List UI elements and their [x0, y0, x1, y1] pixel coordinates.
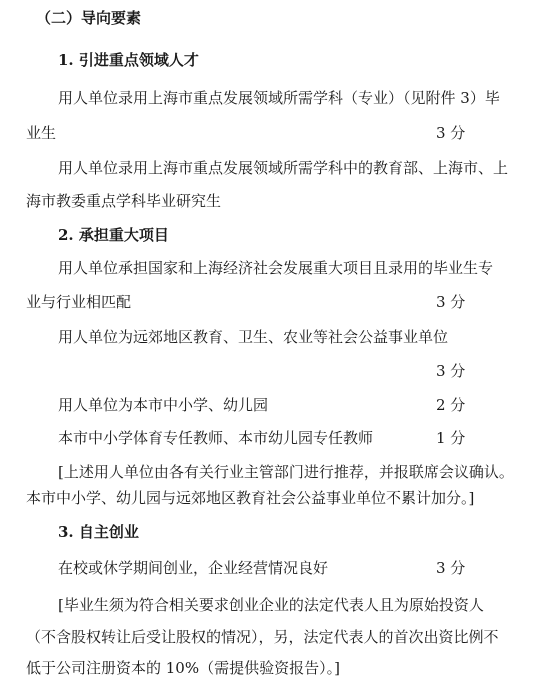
subsection-title-1: 1. 引进重点领域人才 [58, 51, 199, 69]
section-title: （二）导向要素 [36, 9, 142, 27]
item-5-score: 2 分 [436, 396, 466, 414]
item-3-line-2: 业与行业相匹配 [26, 293, 132, 311]
item-4-score: 3 分 [436, 362, 466, 380]
item-2-line-2: 海市教委重点学科毕业研究生 [26, 192, 222, 210]
note-1-line-2: 本市中小学、幼儿园与远郊地区教育社会公益事业单位不累计加分。] [26, 489, 475, 507]
note-2-line-2: （不含股权转让后受让股权的情况），另，法定代表人的首次出资比例不 [26, 628, 499, 646]
note-1-line-1: [上述用人单位由各有关行业主管部门进行推荐，并报联席会议确认。 [58, 463, 514, 481]
item-1-line-2: 业生 [26, 124, 57, 142]
subsection-title-3: 3. 自主创业 [58, 523, 139, 541]
item-7-line-1: 在校或休学期间创业，企业经营情况良好 [58, 559, 329, 577]
note-2-line-1: [毕业生须为符合相关要求创业企业的法定代表人且为原始投资人 [58, 596, 484, 614]
item-4-line-1: 用人单位为远郊地区教育、卫生、农业等社会公益事业单位 [58, 328, 449, 346]
item-6-line-1: 本市中小学体育专任教师、本市幼儿园专任教师 [58, 429, 374, 447]
item-2-line-1: 用人单位录用上海市重点发展领域所需学科中的教育部、上海市、上 [58, 159, 509, 177]
item-1-score: 3 分 [436, 124, 466, 142]
item-5-line-1: 用人单位为本市中小学、幼儿园 [58, 396, 269, 414]
note-2-line-3: 低于公司注册资本的 10%（需提供验资报告）。] [26, 659, 340, 677]
item-3-score: 3 分 [436, 293, 466, 311]
subsection-title-2: 2. 承担重大项目 [58, 226, 169, 244]
item-1-line-1: 用人单位录用上海市重点发展领域所需学科（专业）（见附件 3）毕 [58, 89, 500, 107]
item-6-score: 1 分 [436, 429, 466, 447]
item-3-line-1: 用人单位承担国家和上海经济社会发展重大项目且录用的毕业生专 [58, 259, 494, 277]
item-7-score: 3 分 [436, 559, 466, 577]
